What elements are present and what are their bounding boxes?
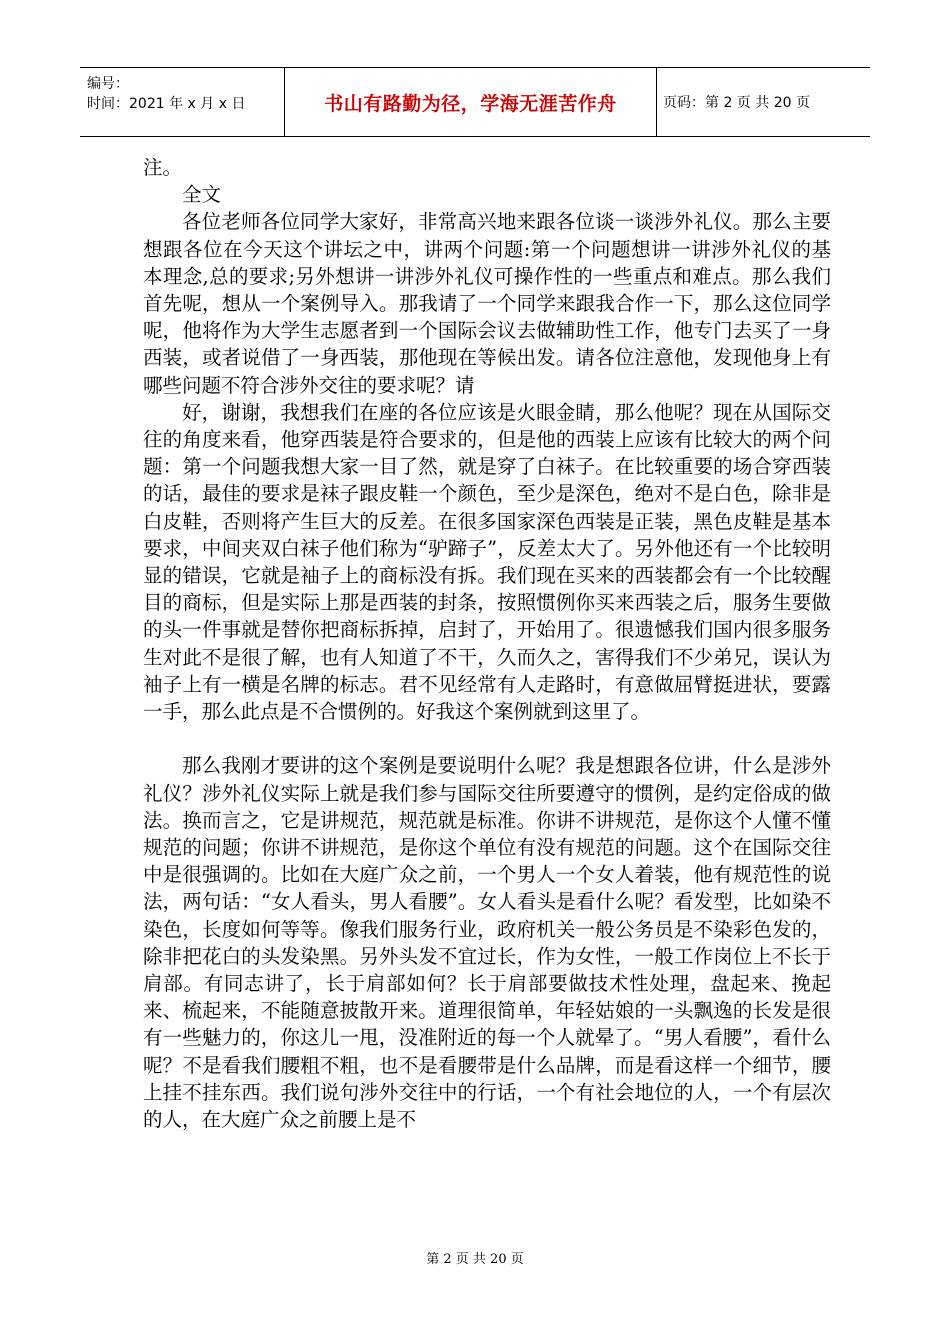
blank-line (143, 725, 831, 752)
paragraph: 各位老师各位同学大家好，非常高兴地来跟各位谈一谈涉外礼仪。那么主要想跟各位在今天这个讲坛之中，讲两个问题:第一个问题想讲一讲涉外礼仪的基本理念,总的要求;另外想讲一讲涉外礼仪可操作性的一些重点和难点。那么我们首先呢，想从一个案例导入。那我请了一个同学来跟我合作一下，那么这位同学呢，他将作为大学生志愿者到一个国际会议去做辅助性工作，他专门去买了一身西装，或者说借了一身西装，那他现在等候出发。请各位注意他，发现他身上有哪些问题不符合涉外交往的要求呢？请 (143, 210, 831, 397)
section-heading: 全文 (182, 183, 222, 207)
document-body (143, 154, 831, 1133)
page-footer: 第 2 页 共 20 页 (426, 1252, 524, 1267)
paragraph-fragment: 注。 (143, 156, 183, 179)
header-page-label: 页码：第 2 页 共 20 页 (663, 95, 810, 111)
header-number-label: 编号： (87, 76, 129, 92)
page-header (80, 67, 870, 137)
paragraph: 那么我刚才要讲的这个案例是要说明什么呢？我是想跟各位讲，什么是涉外礼仪？涉外礼仪实际上就是我们参与国际交往所要遵守的惯例，是约定俗成的做法。换而言之，它是讲规范，规范就是标准。你讲不讲规范，是你这个人懂不懂规范的问题；你讲不讲规范，是你这个单位有没有规范的问题。这个在国际交往中是很强调的。比如在大庭广众之前，一个男人一个女人着装，他有规范性的说法，两句话：“女人看头，男人看腰”。女人看头是看什么呢？看发型，比如染不染色，长度如何等等。像我们服务行业，政府机关一般公务员是不染彩色发的，除非把花白的头发染黑。另外头发不宜过长，作为女性，一般工作岗位上不长于肩部。有同志讲了，长于肩部如何？长于肩部要做技术性处理，盘起来、挽起来、梳起来，不能随意披散开来。道理很简单，年轻姑娘的一头飘逸的长发是很有一些魅力的，你这儿一甩，没准附近的每一个人就晕了。“男人看腰”，看什么呢？不是看我们腰粗不粗，也不是看腰带是什么品牌，而是看这样一个细节，腰上挂不挂东西。我们说句涉外交往中的行话，一个有社会地位的人，一个有层次的人，在大庭广众之前腰上是不 (143, 754, 831, 1132)
header-motto: 书山有路勤为径，学海无涯苦作舟 (285, 68, 657, 136)
paragraph: 好，谢谢，我想我们在座的各位应该是火眼金睛，那么他呢？现在从国际交往的角度来看，他穿西装是符合要求的，但是他的西装上应该有比较大的两个问题：第一个问题我想大家一目了然，就是穿了白袜子。在比较重要的场合穿西装的话，最佳的要求是袜子跟皮鞋一个颜色，至少是深色，绝对不是白色，除非是白皮鞋，否则将产生巨大的反差。在很多国家深色西装是正装，黑色皮鞋是基本要求，中间夹双白袜子他们称为“驴蹄子”，反差太大了。另外他还有一个比较明显的错误，它就是袖子上的商标没有拆。我们现在买来的西装都会有一个比较醒目的商标，但是实际上那是西装的封条，按照惯例你买来西装之后，服务生要做的头一件事就是替你把商标拆掉，启封了，开始用了。很遗憾我们国内很多服务生对此不是很了解，也有人知道了不干，久而久之，害得我们不少弟兄，误认为袖子上有一横是名牌的标志。君不见经常有人走路时，有意做屈臂挺进状，要露一手，那么此点是不合惯例的。好我这个案例就到这里了。 (143, 400, 831, 724)
header-time-label: 时间：2021 年 x 月 x 日 (87, 96, 246, 112)
header-meta (80, 68, 285, 136)
